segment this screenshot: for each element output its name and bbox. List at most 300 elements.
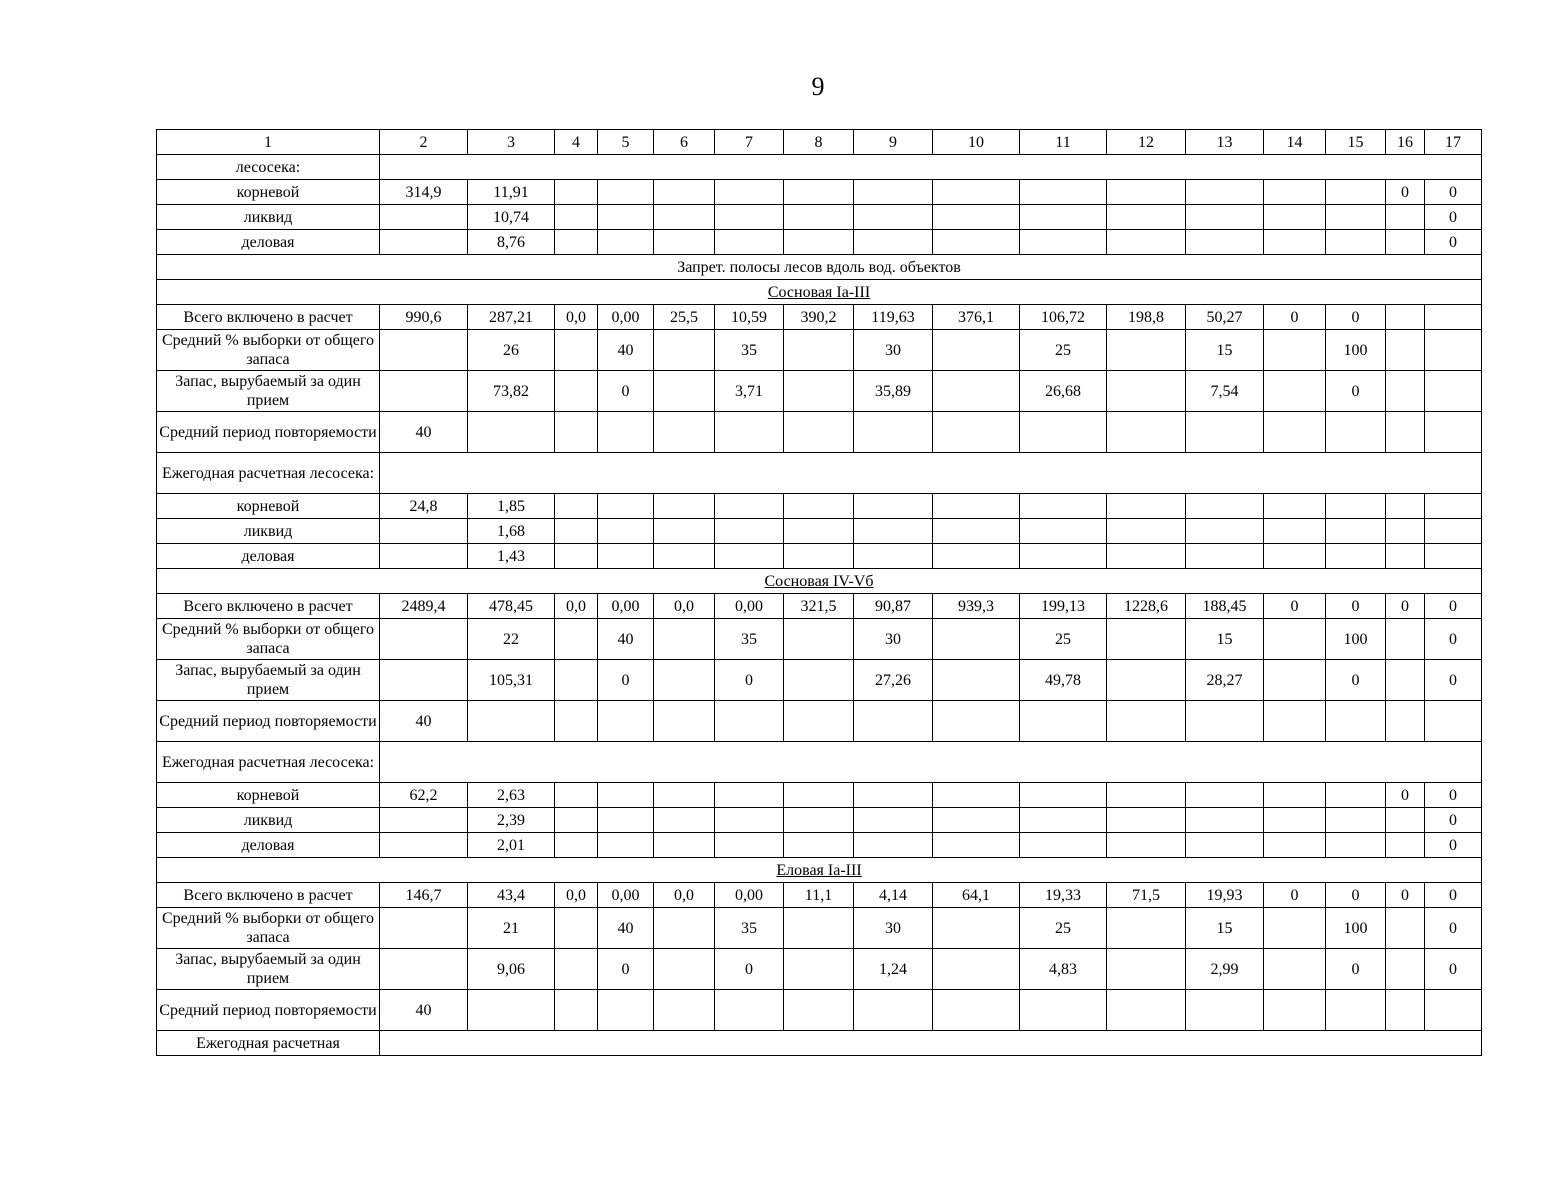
- table-row: [157, 330, 1482, 371]
- table-cell: [1186, 808, 1264, 833]
- table-cell: [1425, 519, 1482, 544]
- table-cell: 62,2: [380, 783, 468, 808]
- table-cell: [380, 949, 468, 990]
- table-cell: 199,13: [1020, 594, 1107, 619]
- table-cell: [1425, 544, 1482, 569]
- column-header: 9: [854, 130, 933, 155]
- table-cell: [1020, 783, 1107, 808]
- section-title: Запрет. полосы лесов вдоль вод. объектов: [677, 258, 961, 276]
- table-cell: 11,91: [468, 180, 555, 205]
- table-cell: [784, 494, 854, 519]
- table-cell: [1020, 808, 1107, 833]
- table-cell: 25: [1020, 908, 1107, 949]
- table-cell: [933, 205, 1020, 230]
- table-cell: [1020, 180, 1107, 205]
- table-cell: 19,33: [1020, 883, 1107, 908]
- table-cell: 0: [1386, 594, 1425, 619]
- table-cell: [1107, 619, 1186, 660]
- table-cell: [1326, 180, 1386, 205]
- section-row: [157, 569, 1482, 594]
- table-cell: [1264, 412, 1326, 453]
- table-cell: [654, 230, 715, 255]
- table-cell: [715, 494, 784, 519]
- table-cell: 0,0: [555, 305, 598, 330]
- table-cell: 27,26: [854, 660, 933, 701]
- table-cell: [1186, 230, 1264, 255]
- table-cell: [1386, 908, 1425, 949]
- empty-span-cell: [380, 155, 1482, 180]
- section-title-cell: [157, 255, 1482, 280]
- table-cell: 0: [1425, 883, 1482, 908]
- table-cell: [1386, 990, 1425, 1031]
- table-cell: 0,0: [555, 883, 598, 908]
- table-cell: 71,5: [1107, 883, 1186, 908]
- table-cell: [933, 619, 1020, 660]
- table-cell: 0,00: [598, 883, 654, 908]
- table-cell: 0: [1326, 949, 1386, 990]
- table-cell: [1425, 305, 1482, 330]
- table-row: [157, 701, 1482, 742]
- table-cell: [555, 519, 598, 544]
- table-cell: 0,00: [715, 594, 784, 619]
- table-cell: 35,89: [854, 371, 933, 412]
- table-cell: [380, 808, 468, 833]
- table-cell: [555, 619, 598, 660]
- table-cell: [784, 660, 854, 701]
- column-header: 3: [468, 130, 555, 155]
- table-cell: [784, 908, 854, 949]
- table-row: [157, 742, 1482, 783]
- table-cell: 990,6: [380, 305, 468, 330]
- table-cell: 15: [1186, 619, 1264, 660]
- table-cell: 40: [598, 330, 654, 371]
- table-row: [157, 1031, 1482, 1056]
- table-cell: [1386, 544, 1425, 569]
- table-cell: 0: [1425, 619, 1482, 660]
- table-cell: [1386, 412, 1425, 453]
- table-cell: [654, 808, 715, 833]
- table-cell: [715, 230, 784, 255]
- table-cell: [654, 371, 715, 412]
- table-cell: 9,06: [468, 949, 555, 990]
- table-cell: [933, 180, 1020, 205]
- table-cell: [654, 990, 715, 1031]
- table-cell: [715, 701, 784, 742]
- table-cell: [654, 701, 715, 742]
- table-cell: [380, 660, 468, 701]
- column-header: 5: [598, 130, 654, 155]
- table-cell: 1,85: [468, 494, 555, 519]
- table-row: [157, 990, 1482, 1031]
- section-row: [157, 858, 1482, 883]
- table-cell: 24,8: [380, 494, 468, 519]
- table-cell: [854, 230, 933, 255]
- header-row: [157, 130, 1482, 155]
- table-cell: [1264, 701, 1326, 742]
- table-cell: 40: [380, 412, 468, 453]
- table-row: [157, 180, 1482, 205]
- table-cell: 2,63: [468, 783, 555, 808]
- row-label: Ежегодная расчетная лесосека:: [157, 742, 380, 783]
- table-cell: [1107, 230, 1186, 255]
- table-cell: 0: [1386, 883, 1425, 908]
- table-cell: [854, 412, 933, 453]
- page-number: 9: [811, 72, 825, 101]
- table-cell: [1186, 412, 1264, 453]
- table-cell: [1264, 949, 1326, 990]
- table-cell: [555, 371, 598, 412]
- table-cell: [654, 949, 715, 990]
- table-cell: 7,54: [1186, 371, 1264, 412]
- table-cell: [933, 660, 1020, 701]
- column-header: 15: [1326, 130, 1386, 155]
- table-cell: 0,0: [654, 883, 715, 908]
- table-cell: [1264, 660, 1326, 701]
- table-cell: 0: [1326, 883, 1386, 908]
- table-cell: 35: [715, 619, 784, 660]
- table-cell: [933, 701, 1020, 742]
- table-cell: [854, 205, 933, 230]
- row-label: деловая: [157, 833, 380, 858]
- table-cell: [1186, 701, 1264, 742]
- table-cell: [933, 908, 1020, 949]
- table-cell: [784, 619, 854, 660]
- table-cell: 376,1: [933, 305, 1020, 330]
- table-cell: [854, 833, 933, 858]
- table-cell: [715, 519, 784, 544]
- table-cell: [555, 180, 598, 205]
- table-row: [157, 519, 1482, 544]
- table-cell: [380, 833, 468, 858]
- table-cell: 40: [598, 619, 654, 660]
- table-cell: 10,74: [468, 205, 555, 230]
- table-cell: [784, 808, 854, 833]
- table-row: [157, 412, 1482, 453]
- table-cell: [933, 519, 1020, 544]
- table-cell: 73,82: [468, 371, 555, 412]
- table-cell: [380, 205, 468, 230]
- table-cell: 49,78: [1020, 660, 1107, 701]
- table-cell: [1264, 544, 1326, 569]
- row-label: ликвид: [157, 205, 380, 230]
- table-cell: [1386, 949, 1425, 990]
- table-cell: 40: [598, 908, 654, 949]
- table-cell: [1186, 990, 1264, 1031]
- table-row: [157, 783, 1482, 808]
- table-cell: 43,4: [468, 883, 555, 908]
- table-cell: 40: [380, 990, 468, 1031]
- table-cell: [1386, 701, 1425, 742]
- table-cell: [1425, 494, 1482, 519]
- table-cell: [1020, 205, 1107, 230]
- table-cell: [784, 519, 854, 544]
- column-header: 4: [555, 130, 598, 155]
- table-cell: [933, 371, 1020, 412]
- table-cell: 0: [1425, 594, 1482, 619]
- table-cell: [1020, 833, 1107, 858]
- section-title-cell: [157, 569, 1482, 594]
- table-cell: [933, 833, 1020, 858]
- table-cell: [654, 619, 715, 660]
- table-cell: [1386, 494, 1425, 519]
- table-cell: [1264, 494, 1326, 519]
- table-cell: 0: [715, 660, 784, 701]
- table-cell: 2489,4: [380, 594, 468, 619]
- table-cell: 11,1: [784, 883, 854, 908]
- table-cell: [1186, 494, 1264, 519]
- table-cell: [1020, 701, 1107, 742]
- table-cell: 25: [1020, 330, 1107, 371]
- table-cell: [715, 783, 784, 808]
- row-label: Запас, вырубаемый за один прием: [157, 660, 380, 701]
- table-cell: 321,5: [784, 594, 854, 619]
- row-label: Средний период повторяемости: [157, 990, 380, 1031]
- table-cell: [784, 949, 854, 990]
- table-cell: 314,9: [380, 180, 468, 205]
- table-cell: 1,43: [468, 544, 555, 569]
- table-cell: [555, 544, 598, 569]
- row-label: деловая: [157, 230, 380, 255]
- table-cell: [854, 808, 933, 833]
- table-cell: [1326, 990, 1386, 1031]
- table-cell: [1425, 371, 1482, 412]
- table-cell: 40: [380, 701, 468, 742]
- table-cell: [1386, 330, 1425, 371]
- table-cell: 0: [1264, 305, 1326, 330]
- table-cell: [715, 180, 784, 205]
- row-label: лесосека:: [157, 155, 380, 180]
- table-cell: [555, 494, 598, 519]
- table-row: [157, 305, 1482, 330]
- table-cell: [933, 330, 1020, 371]
- table-cell: [380, 230, 468, 255]
- table-row: [157, 908, 1482, 949]
- table-cell: [854, 519, 933, 544]
- table-cell: [1186, 180, 1264, 205]
- table-cell: [555, 833, 598, 858]
- table-cell: [380, 371, 468, 412]
- table-cell: [854, 544, 933, 569]
- table-cell: 0: [1425, 833, 1482, 858]
- table-cell: [784, 205, 854, 230]
- table-cell: 0: [598, 660, 654, 701]
- table-cell: 35: [715, 908, 784, 949]
- table-cell: 0: [715, 949, 784, 990]
- row-label: Средний % выборки от общего запаса: [157, 908, 380, 949]
- table-cell: [933, 990, 1020, 1031]
- table-cell: [468, 990, 555, 1031]
- table-cell: [1107, 908, 1186, 949]
- table-cell: [654, 205, 715, 230]
- table-cell: 1228,6: [1107, 594, 1186, 619]
- table-cell: [1386, 305, 1425, 330]
- row-label: корневой: [157, 180, 380, 205]
- table-cell: 0: [1425, 205, 1482, 230]
- table-cell: [784, 833, 854, 858]
- table-row: [157, 155, 1482, 180]
- table-cell: [555, 949, 598, 990]
- row-label: Всего включено в расчет: [157, 305, 380, 330]
- table-cell: [1107, 783, 1186, 808]
- table-cell: [555, 990, 598, 1031]
- table-cell: [1107, 412, 1186, 453]
- table-cell: [380, 519, 468, 544]
- table-cell: [654, 412, 715, 453]
- table-cell: 30: [854, 908, 933, 949]
- table-cell: [1020, 494, 1107, 519]
- table-cell: [1020, 544, 1107, 569]
- table-cell: [380, 330, 468, 371]
- table-cell: [784, 544, 854, 569]
- table-cell: [933, 949, 1020, 990]
- table-row: [157, 453, 1482, 494]
- column-header: 14: [1264, 130, 1326, 155]
- table-cell: [1264, 833, 1326, 858]
- table-cell: [1326, 230, 1386, 255]
- table-cell: [1186, 544, 1264, 569]
- table-row: [157, 494, 1482, 519]
- table-cell: [1425, 330, 1482, 371]
- table-cell: 100: [1326, 908, 1386, 949]
- table-cell: 30: [854, 330, 933, 371]
- table-cell: [1264, 908, 1326, 949]
- column-header: 13: [1186, 130, 1264, 155]
- empty-span-cell: [380, 1031, 1482, 1056]
- table-cell: 1,24: [854, 949, 933, 990]
- table-cell: [555, 701, 598, 742]
- table-cell: 0: [1425, 949, 1482, 990]
- table-cell: [598, 494, 654, 519]
- table-cell: [1186, 783, 1264, 808]
- table-cell: [933, 783, 1020, 808]
- empty-span-cell: [380, 742, 1482, 783]
- table-cell: [1326, 544, 1386, 569]
- table-cell: 0: [1326, 305, 1386, 330]
- table-cell: 0: [1425, 908, 1482, 949]
- table-cell: [1107, 544, 1186, 569]
- table-body: [157, 130, 1482, 1056]
- table-cell: 0,00: [598, 594, 654, 619]
- row-label: Всего включено в расчет: [157, 883, 380, 908]
- table-cell: 22: [468, 619, 555, 660]
- table-cell: [854, 494, 933, 519]
- table-cell: 0: [1326, 660, 1386, 701]
- table-cell: [1425, 990, 1482, 1031]
- table-cell: [715, 990, 784, 1031]
- table-cell: [1386, 660, 1425, 701]
- table-cell: [784, 180, 854, 205]
- table-row: [157, 660, 1482, 701]
- table-cell: [468, 701, 555, 742]
- table-cell: 0: [1326, 594, 1386, 619]
- table-cell: [1326, 494, 1386, 519]
- row-label: Запас, вырубаемый за один прием: [157, 949, 380, 990]
- table-cell: [715, 808, 784, 833]
- table-row: [157, 883, 1482, 908]
- table-cell: 100: [1326, 619, 1386, 660]
- table-cell: [654, 330, 715, 371]
- table-cell: [784, 412, 854, 453]
- table-cell: [1107, 494, 1186, 519]
- table-cell: 0: [1425, 783, 1482, 808]
- table-cell: [1186, 205, 1264, 230]
- table-cell: [380, 619, 468, 660]
- table-cell: [1386, 619, 1425, 660]
- table-cell: 0: [598, 949, 654, 990]
- table-cell: 35: [715, 330, 784, 371]
- table-cell: [598, 519, 654, 544]
- table-cell: 0: [1264, 883, 1326, 908]
- row-label: Средний период повторяемости: [157, 701, 380, 742]
- table-row: [157, 371, 1482, 412]
- table-cell: [1326, 519, 1386, 544]
- table-cell: [933, 808, 1020, 833]
- table-cell: 15: [1186, 908, 1264, 949]
- table-row: [157, 808, 1482, 833]
- allowable-cut-table: [156, 129, 1482, 1056]
- table-cell: [933, 230, 1020, 255]
- table-cell: [598, 205, 654, 230]
- table-cell: [933, 544, 1020, 569]
- table-cell: [1386, 205, 1425, 230]
- table-cell: [1264, 783, 1326, 808]
- table-cell: [1020, 519, 1107, 544]
- section-row: [157, 255, 1482, 280]
- table-cell: 4,83: [1020, 949, 1107, 990]
- row-label: ликвид: [157, 519, 380, 544]
- table-cell: [598, 180, 654, 205]
- section-title: Сосновая Ia-III: [767, 283, 871, 301]
- table-cell: [715, 833, 784, 858]
- table-cell: [468, 412, 555, 453]
- table-cell: [854, 783, 933, 808]
- table-cell: [598, 833, 654, 858]
- table-cell: 64,1: [933, 883, 1020, 908]
- table-cell: [1264, 230, 1326, 255]
- table-cell: 0: [1425, 660, 1482, 701]
- table-row: [157, 833, 1482, 858]
- table-cell: [598, 701, 654, 742]
- table-cell: [1264, 619, 1326, 660]
- table-cell: 146,7: [380, 883, 468, 908]
- table-row: [157, 619, 1482, 660]
- column-header: 11: [1020, 130, 1107, 155]
- table-cell: [854, 701, 933, 742]
- table-cell: [555, 412, 598, 453]
- table-cell: 198,8: [1107, 305, 1186, 330]
- table-cell: [598, 544, 654, 569]
- table-cell: 90,87: [854, 594, 933, 619]
- table-cell: [784, 230, 854, 255]
- table-cell: [1107, 180, 1186, 205]
- table-cell: [784, 701, 854, 742]
- table-cell: [555, 330, 598, 371]
- table-cell: [598, 412, 654, 453]
- table-cell: [1107, 990, 1186, 1031]
- table-cell: 0,00: [598, 305, 654, 330]
- table-cell: 0,00: [715, 883, 784, 908]
- table-cell: [784, 990, 854, 1031]
- table-cell: [598, 990, 654, 1031]
- table-cell: 0: [598, 371, 654, 412]
- table-row: [157, 594, 1482, 619]
- column-header: 2: [380, 130, 468, 155]
- table-cell: [784, 783, 854, 808]
- table-cell: [380, 908, 468, 949]
- empty-span-cell: [380, 453, 1482, 494]
- section-title-cell: [157, 280, 1482, 305]
- table-cell: [1264, 808, 1326, 833]
